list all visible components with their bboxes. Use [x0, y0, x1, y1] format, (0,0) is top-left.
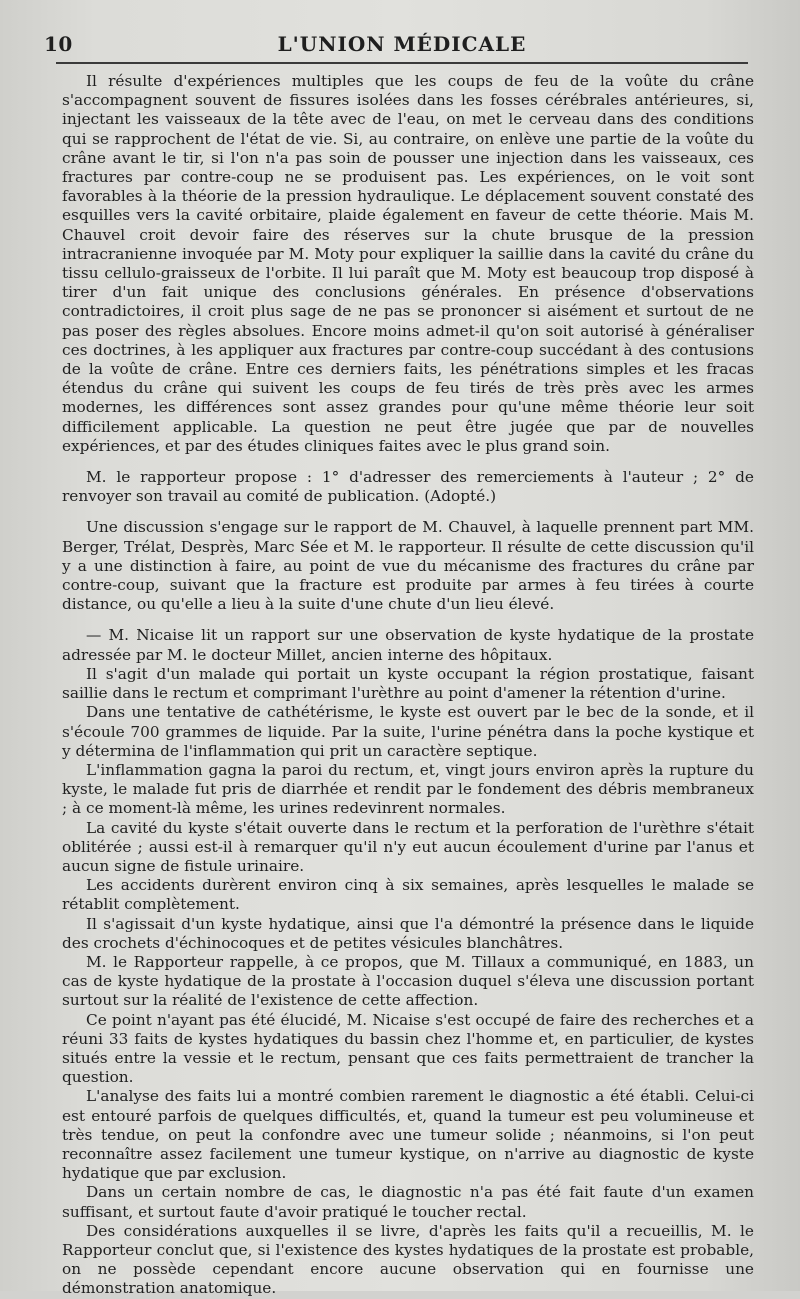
header-rule — [56, 62, 748, 64]
article-body — [62, 72, 754, 1299]
paragraph: — M. Nicaise lit un rapport sur une observation de kyste hydatique de la prostate adressée par M. le docteur Millet, ancien interne des hôpitaux. — [62, 626, 754, 664]
page-number: 10 — [44, 32, 73, 56]
paragraph: Dans un certain nombre de cas, le diagnostic n'a pas été fait faute d'un examen suffisant, et surtout faute d'avoir pratiqué le toucher rectal. — [62, 1183, 754, 1221]
journal-title: L'UNION MÉDICALE — [277, 32, 527, 56]
paragraph: Une discussion s'engage sur le rapport de M. Chauvel, à laquelle prennent part MM. Berger, Trélat, Desprès, Marc Sée et M. le rapporteur. Il résulte de cette discussion qu'il y a une distinction à faire, au point de vue du mécanisme des fractures du crâne par contre-coup, suivant que la fracture est produite par armes à feu tirées à courte distance, ou qu'elle a lieu à la suite d'une chute d'un lieu élevé. — [62, 518, 754, 614]
paragraph: Dans une tentative de cathétérisme, le kyste est ouvert par le bec de la sonde, et il s'écoule 700 grammes de liquide. Par la suite, l'urine pénétra dans la poche kystique et y détermina de l'inflammation qui prit un caractère septique. — [62, 703, 754, 760]
paragraph: M. le rapporteur propose : 1° d'adresser des remerciements à l'auteur ; 2° de renvoyer son travail au comité de publication. (Adopté.) — [62, 468, 754, 506]
paragraph: Ce point n'ayant pas été élucidé, M. Nicaise s'est occupé de faire des recherches et a réuni 33 faits de kystes hydatiques du bassin chez l'homme et, en particulier, de kystes situés entre la vessie et le rectum, pensant que ces faits permettraient de trancher la question. — [62, 1010, 754, 1087]
paragraph: M. le Rapporteur rappelle, à ce propos, que M. Tillaux a communiqué, en 1883, un cas de kyste hydatique de la prostate à l'occasion duquel s'éleva une discussion portant surtout sur la réalité de l'existence de cette affection. — [62, 952, 754, 1010]
paragraph: Il s'agissait d'un kyste hydatique, ainsi que l'a démontré la présence dans le liquide des crochets d'échinocoques et de petites vésicules blanchâtres. — [62, 914, 754, 952]
paragraph: Il s'agit d'un malade qui portait un kyste occupant la région prostatique, faisant saillie dans le rectum et comprimant l'urèthre au point d'amener la rétention d'urine. — [62, 664, 754, 703]
paragraph: Des considérations auxquelles il se livre, d'après les faits qu'il a recueillis, M. le Rapporteur conclut que, si l'existence des kystes hydatiques de la prostate est probable, on ne possède cependant encore aucune observation qui en fournisse une démonstration anatomique. — [62, 1221, 754, 1298]
paragraph: Les accidents durèrent environ cinq à six semaines, après lesquelles le malade se rétablit complètement. — [62, 876, 754, 914]
paragraph: Il résulte d'expériences multiples que les coups de feu de la voûte du crâne s'accompagnent souvent de fissures isolées dans les fosses cérébrales antérieures, si, injectant les vaisseaux de la tête avec de l'eau, on met le cerveau dans des conditions qui se rapprochent de l'état de vie. Si, au contraire, on enlève une partie de la voûte du crâne avant le tir, si l'on n'a pas soin de pousser une injection dans les vaisseaux, ces fractures par contre-coup ne se produisent pas. Les expériences, on le voit sont favorables à la théorie de la pression hydraulique. Le déplacement souvent constaté des esquilles vers la cavité orbitaire, plaide également en faveur de cette théorie. Mais M. Chauvel croit devoir faire des réserves sur la chute brusque de la pression intracranienne invoquée par M. Moty pour expliquer la saillie dans la cavité du crâne du tissu cellulo-graisseux de l'orbite. Il lui paraît que M. Moty est beaucoup trop disposé à tirer d'un fait unique des conclusions générales. En présence d'observations contradictoires, il croit plus sage de ne pas se prononcer si aisément et surtout de ne pas poser des règles absolues. Encore moins admet-il qu'on soit autorisé à généraliser ces doctrines, à les appliquer aux fractures par contre-coup succédant à des contusions de la voûte de crâne. Entre ces derniers faits, les pénétrations simples et les fracas étendus du crâne qui suivent les coups de feu tirés de très près avec les armes modernes, les différences sont assez grandes pour qu'une même théorie leur soit difficilement applicable. La question ne peut être jugée que par de nouvelles expériences, et par des études cliniques faites avec le plus grand soin. — [62, 72, 754, 455]
running-head — [44, 26, 760, 60]
paragraph: L'inflammation gagna la paroi du rectum, et, vingt jours environ après la rupture du kyste, le malade fut pris de diarrhée et rendit par le fondement des débris membraneux ; à ce moment-là même, les urines redevinrent normales. — [62, 760, 754, 818]
paragraph: L'analyse des faits lui a montré combien rarement le diagnostic a été établi. Celui-ci est entouré parfois de quelques difficultés, et, quand la tumeur est peu volumineuse et très tendue, on peut la confondre avec une tumeur solide ; néanmoins, si l'on peut reconnaître assez facilement une tumeur kystique, on n'arrive au diagnostic de kyste hydatique que par exclusion. — [62, 1087, 754, 1183]
paragraph: La cavité du kyste s'était ouverte dans le rectum et la perforation de l'urèthre s'était oblitérée ; aussi est-il à remarquer qu'il n'y eut aucun écoulement d'urine par l'anus et aucun signe de fistule urinaire. — [62, 818, 754, 875]
